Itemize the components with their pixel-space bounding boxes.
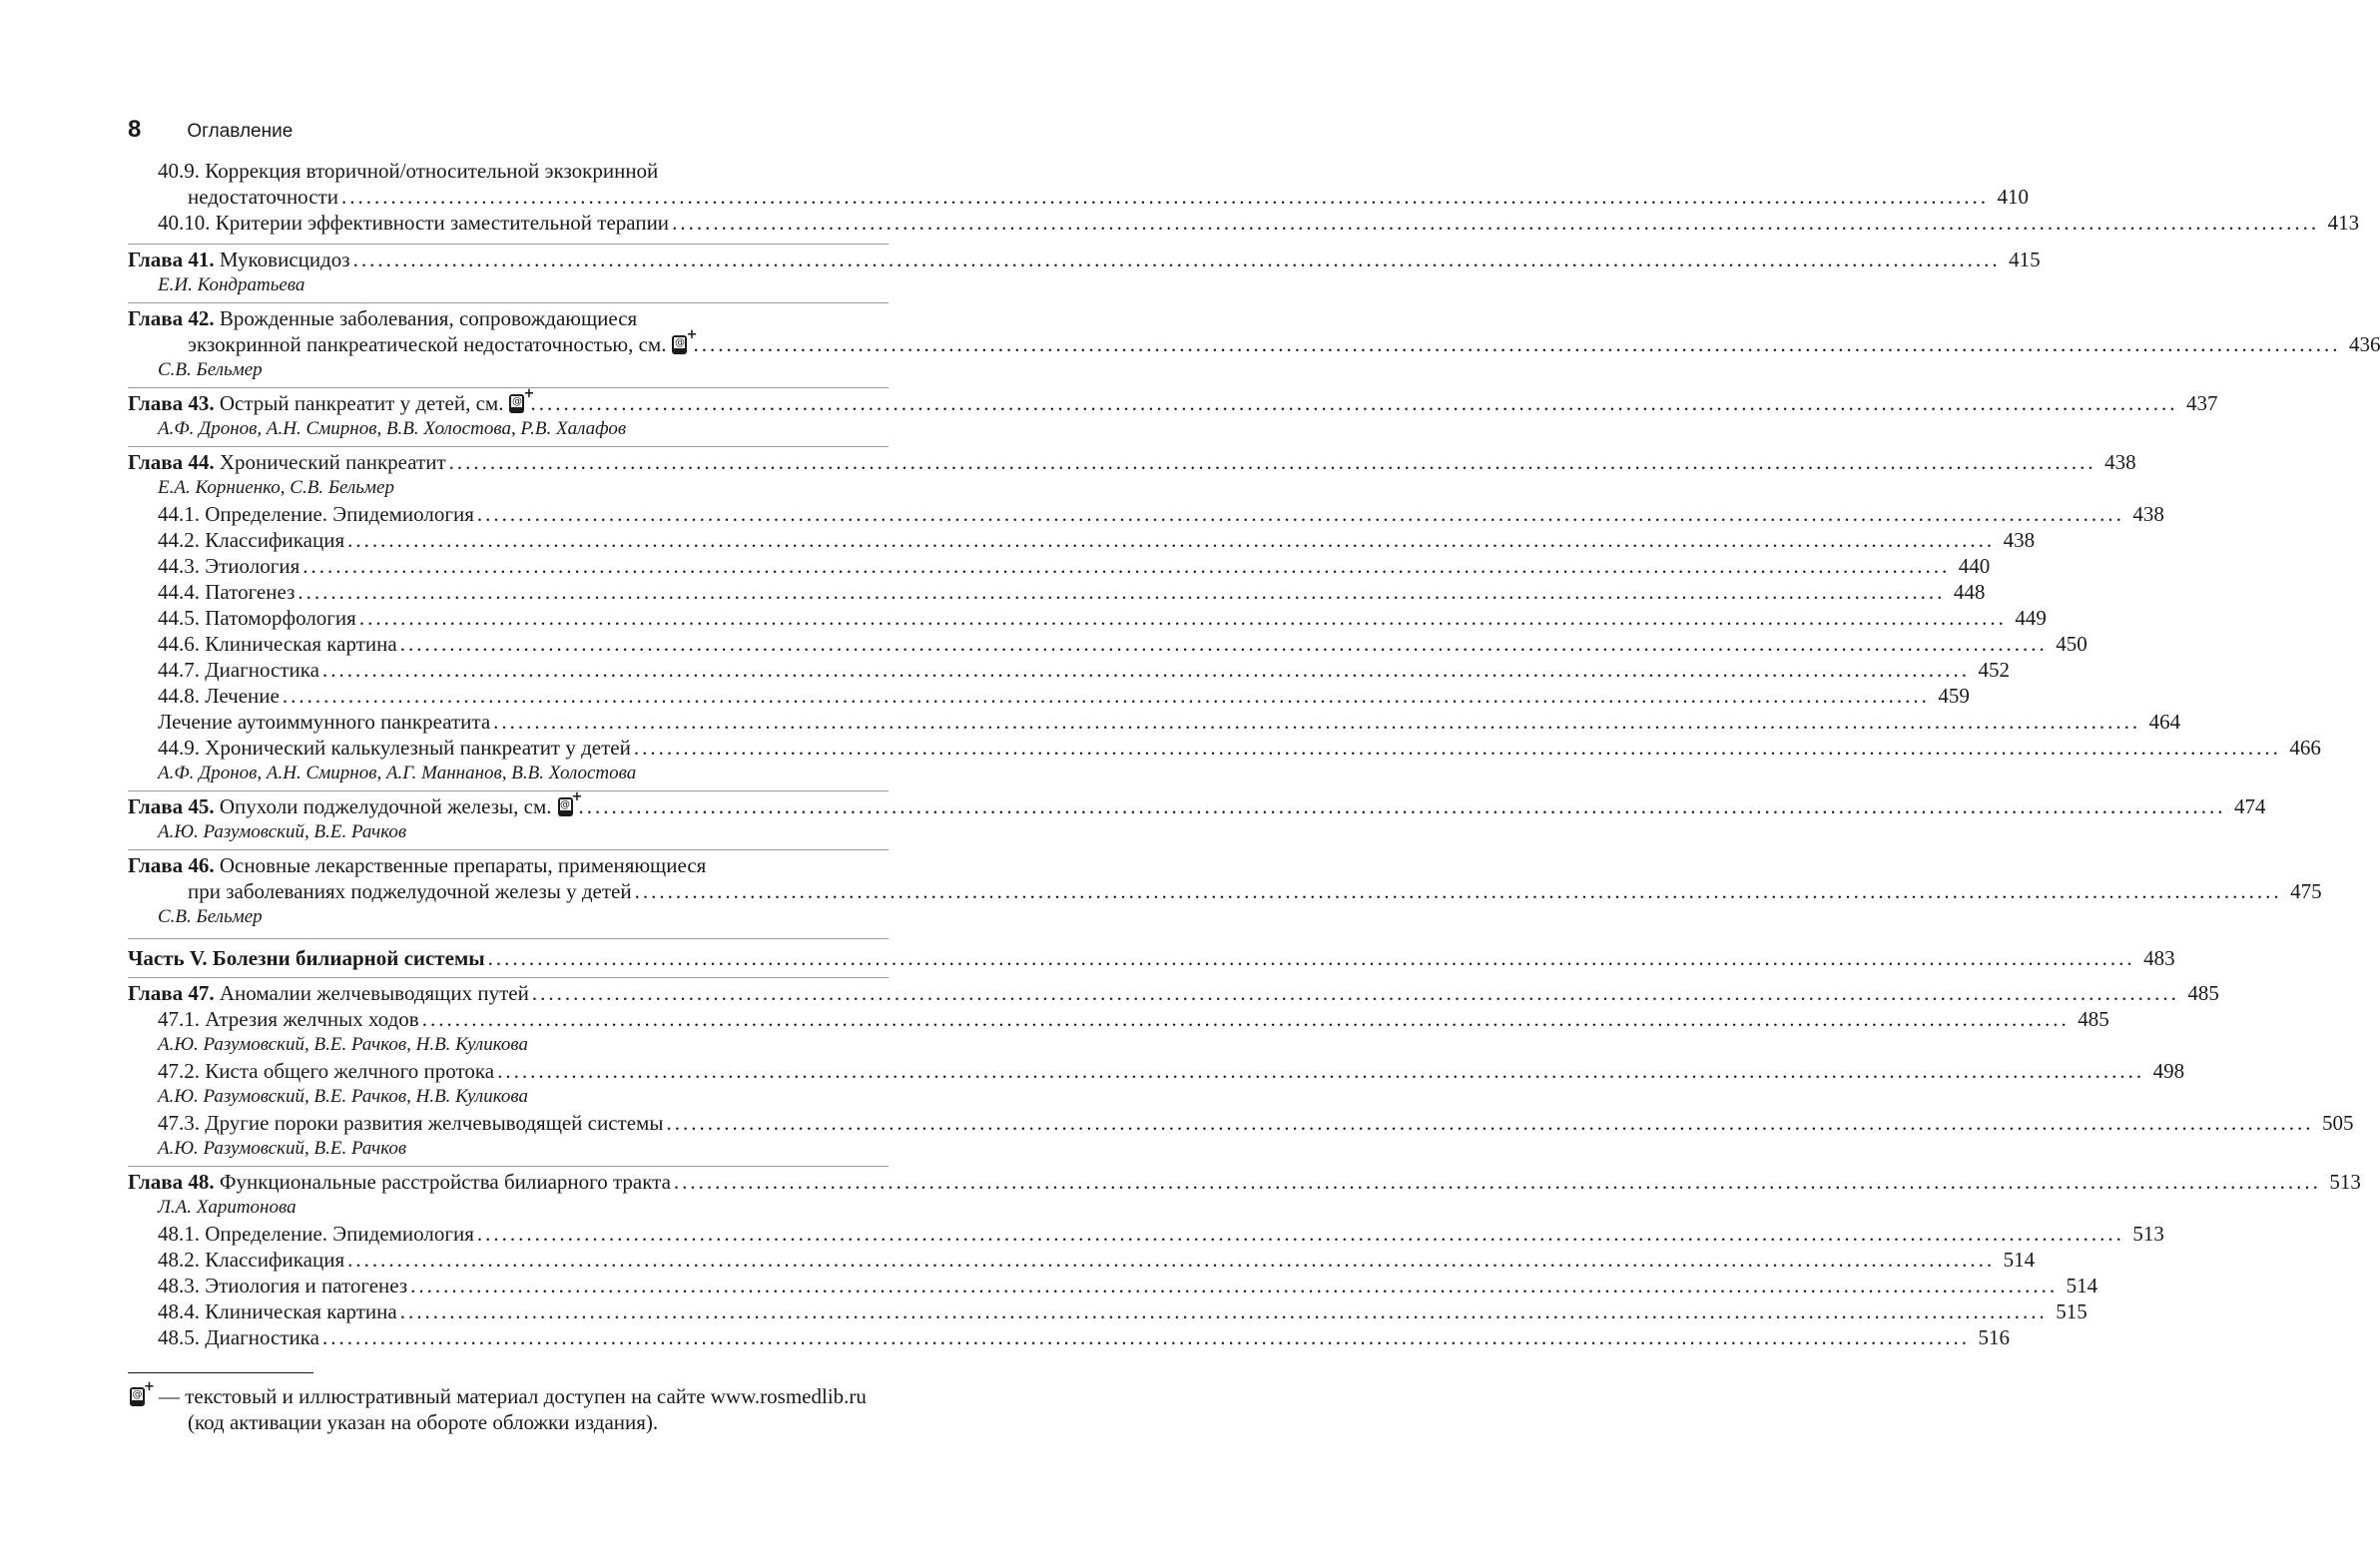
- toc-item-text: 48.3. Этиология и патогенез: [158, 1274, 408, 1297]
- page-ref: 515: [2056, 1299, 2087, 1323]
- chapter-title-cont: экзокринной панкреатической недостаточностью, см.: [188, 332, 667, 356]
- footnote-text-line2: (код активации указан на обороте обложки издания).: [188, 1410, 659, 1434]
- toc-item-text: 44.8. Лечение: [158, 684, 280, 708]
- toc-item[interactable]: [158, 501, 2164, 527]
- page-ref: 438: [2003, 528, 2036, 552]
- toc-item[interactable]: [158, 527, 2036, 553]
- leader-dots: ........................................................................................................................................................................................................: [421, 1007, 2070, 1031]
- chapter-title: Основные лекарственные препараты, применяющиеся: [219, 853, 707, 877]
- toc-item[interactable]: [158, 1247, 2036, 1273]
- toc-item-40-9[interactable]: [188, 184, 2029, 210]
- leader-dots: ........................................................................................................................................................................................................: [634, 879, 2282, 903]
- leader-dots: ........................................................................................................................................................................................................: [530, 391, 2178, 415]
- toc-block-chapter-48: [128, 1166, 2361, 1352]
- toc-item-text: 44.2. Классификация: [158, 528, 345, 552]
- leader-dots: ........................................................................................................................................................................................................: [633, 736, 2281, 760]
- page-number: 8: [128, 116, 142, 143]
- toc-item-text: 44.5. Патоморфология: [158, 606, 356, 630]
- toc-chapter-46-line1[interactable]: [128, 852, 889, 878]
- leader-dots: ........................................................................................................................................................................................................: [399, 632, 2048, 656]
- leader-dots: ........................................................................................................................................................................................................: [347, 528, 1996, 552]
- leader-dots: ........................................................................................................................................................................................................: [476, 1222, 2124, 1246]
- page-ref: 440: [1958, 554, 1991, 578]
- chapter-number: Глава 47.: [128, 981, 215, 1005]
- chapter-authors: Л.А. Харитонова: [158, 1197, 297, 1218]
- leader-dots: ........................................................................................................................................................................................................: [340, 185, 1989, 209]
- page-ref: 450: [2056, 632, 2087, 656]
- toc-item-text: 47.2. Киста общего желчного протока: [158, 1059, 495, 1083]
- toc-block-chapter-46: [128, 849, 2322, 938]
- page-ref: 459: [1938, 684, 1970, 708]
- leader-dots: ........................................................................................................................................................................................................: [347, 1248, 1996, 1272]
- footnote-text-line1: — текстовый и иллюстративный материал доступен на сайте www.rosmedlib.ru: [159, 1384, 867, 1408]
- chapter-number: Глава 45.: [128, 794, 215, 818]
- page-ref: 514: [2066, 1274, 2098, 1297]
- leader-dots: ........................................................................................................................................................................................................: [282, 684, 1930, 708]
- toc-chapter-42[interactable]: [188, 327, 2380, 357]
- toc-item[interactable]: [158, 553, 1991, 579]
- chapter-number: Глава 42.: [128, 306, 215, 330]
- toc-block-chapter-43: [128, 386, 2218, 446]
- chapter-title: Врожденные заболевания, сопровождающиеся: [219, 306, 638, 330]
- page-ref: 413: [2327, 211, 2360, 235]
- online-material-icon: @ +: [509, 394, 524, 413]
- page-ref: 452: [1978, 658, 2010, 682]
- toc-block-chapter-42: [128, 302, 2380, 387]
- toc-chapter-45[interactable]: [128, 789, 2266, 819]
- leader-dots: ........................................................................................................................................................................................................: [666, 1111, 2314, 1135]
- toc-item-text: 44.9. Хронический калькулезный панкреатит у детей: [158, 736, 631, 760]
- chapter-title: Аномалии желчевыводящих путей: [219, 981, 529, 1005]
- toc-item[interactable]: [158, 1006, 2109, 1032]
- leader-dots: ........................................................................................................................................................................................................: [302, 554, 1951, 578]
- toc-item[interactable]: [158, 579, 1986, 605]
- running-head: [128, 116, 293, 144]
- toc-item[interactable]: [158, 1298, 2087, 1324]
- chapter-title-cont: при заболеваниях поджелудочной железы у детей: [188, 879, 632, 903]
- footnote-divider: [128, 1372, 313, 1373]
- toc-block-chapter-40-end: [128, 156, 2360, 244]
- chapter-authors: С.В. Бельмер: [158, 906, 263, 927]
- toc-item[interactable]: [158, 605, 2047, 631]
- online-material-icon: @ +: [558, 797, 573, 816]
- page-ref: 437: [2185, 391, 2218, 415]
- toc-item[interactable]: [158, 1110, 2354, 1136]
- chapter-number: Глава 48.: [128, 1170, 215, 1194]
- chapter-authors: С.В. Бельмер: [158, 359, 263, 380]
- chapter-authors: А.Ф. Дронов, А.Н. Смирнов, В.В. Холостова, Р.В. Халафов: [158, 418, 627, 439]
- chapter-title: Опухоли поджелудочной железы, см.: [219, 794, 552, 818]
- chapter-number: Глава 46.: [128, 853, 215, 877]
- page-ref: 513: [2132, 1222, 2164, 1246]
- page-ref: 505: [2321, 1111, 2354, 1135]
- leader-dots: ........................................................................................................................................................................................................: [672, 211, 2320, 235]
- section-authors: А.Ю. Разумовский, В.Е. Рачков, Н.В. Куликова: [158, 1034, 528, 1055]
- page-ref: 449: [2015, 606, 2047, 630]
- toc-item[interactable]: [158, 1273, 2098, 1298]
- leader-dots: ........................................................................................................................................................................................................: [493, 710, 2141, 734]
- footnote: [128, 1379, 896, 1435]
- toc-chapter-46[interactable]: [188, 878, 2322, 904]
- toc-item-text: 44.4. Патогенез: [158, 580, 296, 604]
- page-ref: 513: [2329, 1170, 2361, 1194]
- toc-item-text: 47.3. Другие пороки развития желчевыводящей системы: [158, 1111, 664, 1135]
- toc-item-40-9-line1[interactable]: [158, 158, 889, 184]
- toc-item-text: 40.10. Критерии эффективности заместительной терапии: [158, 211, 670, 235]
- leader-dots: ........................................................................................................................................................................................................: [352, 248, 2001, 271]
- toc-item-text: 44.7. Диагностика: [158, 658, 319, 682]
- toc-item-text: 48.4. Клиническая картина: [158, 1299, 397, 1323]
- page-ref: 466: [2289, 736, 2321, 760]
- toc-block-chapter-41: [128, 244, 2041, 302]
- leader-dots: ........................................................................................................................................................................................................: [487, 946, 2135, 970]
- section-authors: А.Ф. Дронов, А.Н. Смирнов, А.Г. Маннанов, В.В. Холостова: [158, 763, 637, 783]
- chapter-authors: Е.И. Кондратьева: [158, 274, 305, 295]
- toc-item-text: 44.6. Клиническая картина: [158, 632, 397, 656]
- leader-dots: ........................................................................................................................................................................................................: [476, 502, 2124, 526]
- page-ref: 498: [2152, 1059, 2185, 1083]
- toc-item[interactable]: [158, 683, 1970, 709]
- toc-item[interactable]: [158, 1324, 2010, 1350]
- section-authors: А.Ю. Разумовский, В.Е. Рачков, Н.В. Куликова: [158, 1086, 528, 1107]
- page-ref: 410: [1997, 185, 2029, 209]
- toc-item-text: 48.5. Диагностика: [158, 1325, 319, 1349]
- part-title: Часть V. Болезни билиарной системы: [128, 946, 485, 970]
- toc-item-text: 48.2. Классификация: [158, 1248, 345, 1272]
- toc-item-text: 48.1. Определение. Эпидемиология: [158, 1222, 474, 1246]
- page-ref: 475: [2290, 879, 2322, 903]
- leader-dots: ........................................................................................................................................................................................................: [410, 1274, 2059, 1297]
- toc-item-40-10[interactable]: [158, 210, 2360, 236]
- leader-dots: ........................................................................................................................................................................................................: [531, 981, 2179, 1005]
- chapter-title: Острый панкреатит у детей, см.: [219, 391, 504, 415]
- toc-chapter-44[interactable]: [128, 449, 2136, 475]
- toc-block-chapter-44: [128, 446, 2321, 790]
- toc-chapter-41[interactable]: [128, 247, 2041, 272]
- leader-dots: ........................................................................................................................................................................................................: [448, 450, 2096, 474]
- leader-dots: ........................................................................................................................................................................................................: [578, 794, 2226, 818]
- toc-item[interactable]: [158, 735, 2321, 761]
- toc-part-5[interactable]: [128, 945, 2175, 971]
- page-ref: 436: [2348, 332, 2380, 356]
- chapter-number: Глава 44.: [128, 450, 215, 474]
- leader-dots: ........................................................................................................................................................................................................: [298, 580, 1946, 604]
- chapter-title: Функциональные расстройства билиарного тракта: [219, 1170, 671, 1194]
- toc-item[interactable]: [158, 1221, 2164, 1247]
- leader-dots: ........................................................................................................................................................................................................: [399, 1299, 2048, 1323]
- toc-item-text: Лечение аутоиммунного панкреатита: [158, 710, 491, 734]
- toc-item-text: 40.9. Коррекция вторичной/относительной экзокринной: [158, 159, 659, 183]
- toc-item-text: недостаточности: [188, 185, 338, 209]
- toc-item[interactable]: [158, 631, 2087, 657]
- chapter-title: Хронический панкреатит: [219, 450, 446, 474]
- page-ref: 438: [2104, 450, 2136, 474]
- page-ref: 485: [2187, 981, 2219, 1005]
- leader-dots: ........................................................................................................................................................................................................: [693, 332, 2341, 356]
- toc-block-chapter-47: [128, 977, 2354, 1166]
- page-ref: 485: [2078, 1007, 2109, 1031]
- page-ref: 483: [2143, 946, 2175, 970]
- page-ref: 415: [2009, 248, 2041, 271]
- page-ref: 474: [2234, 794, 2266, 818]
- toc-block-chapter-45: [128, 789, 2266, 849]
- toc-chapter-43[interactable]: [128, 386, 2218, 416]
- online-material-icon: @ +: [130, 1387, 145, 1406]
- page-ref: 514: [2003, 1248, 2036, 1272]
- toc-item[interactable]: [158, 1058, 2185, 1084]
- leader-dots: ........................................................................................................................................................................................................: [673, 1170, 2321, 1194]
- leader-dots: ........................................................................................................................................................................................................: [321, 1325, 1970, 1349]
- toc-item-text: 44.3. Этиология: [158, 554, 300, 578]
- toc-chapter-42-line1[interactable]: [128, 305, 889, 331]
- toc-item-text: 47.1. Атрезия желчных ходов: [158, 1007, 419, 1031]
- page-ref: 438: [2132, 502, 2164, 526]
- chapter-authors: Е.А. Корниенко, С.В. Бельмер: [158, 477, 394, 498]
- leader-dots: ........................................................................................................................................................................................................: [321, 658, 1970, 682]
- table-of-contents: [128, 156, 2380, 1352]
- page-ref: 448: [1953, 580, 1986, 604]
- chapter-authors: А.Ю. Разумовский, В.Е. Рачков: [158, 821, 407, 842]
- leader-dots: ........................................................................................................................................................................................................: [358, 606, 2007, 630]
- running-title: Оглавление: [187, 121, 294, 142]
- toc-item[interactable]: [158, 709, 2181, 735]
- toc-chapter-47[interactable]: [128, 980, 2219, 1006]
- online-material-icon: @ +: [672, 335, 687, 354]
- toc-item[interactable]: [158, 657, 2010, 683]
- page-ref: 516: [1978, 1325, 2010, 1349]
- section-authors: А.Ю. Разумовский, В.Е. Рачков: [158, 1138, 407, 1159]
- chapter-number: Глава 41.: [128, 248, 215, 271]
- toc-chapter-48[interactable]: [128, 1169, 2361, 1195]
- toc-block-part-5: [128, 938, 2175, 977]
- page-ref: 464: [2148, 710, 2181, 734]
- chapter-title: Муковисцидоз: [219, 248, 350, 271]
- leader-dots: ........................................................................................................................................................................................................: [497, 1059, 2145, 1083]
- chapter-number: Глава 43.: [128, 391, 215, 415]
- toc-item-text: 44.1. Определение. Эпидемиология: [158, 502, 474, 526]
